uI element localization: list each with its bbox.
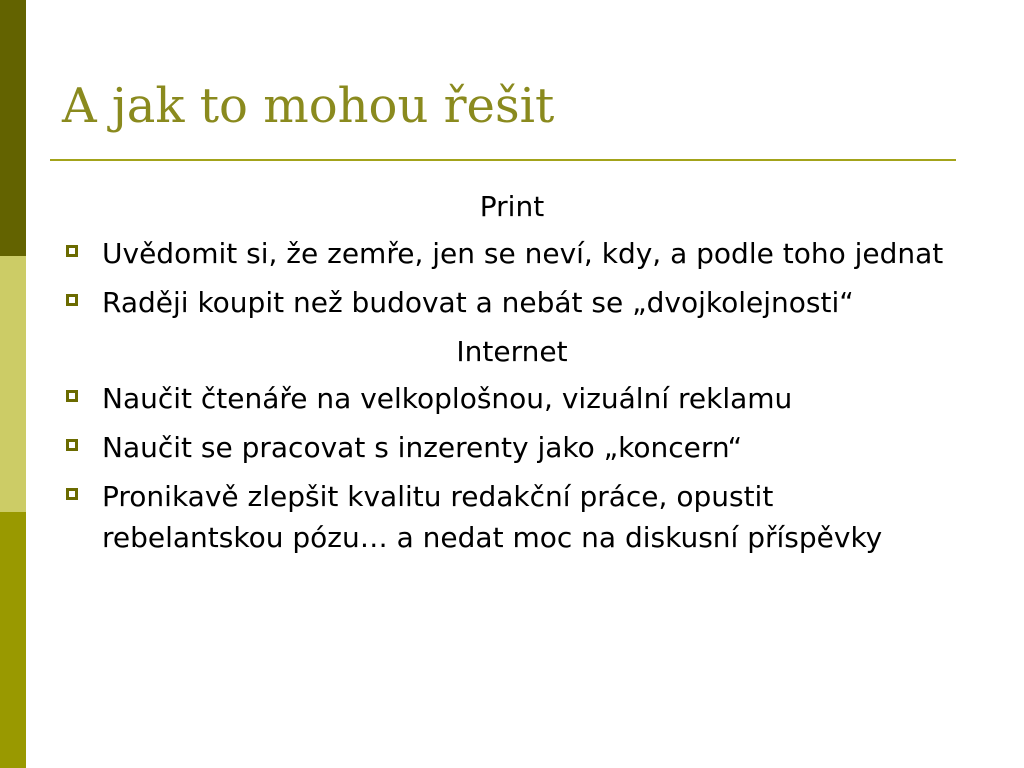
section-internet bbox=[62, 331, 962, 558]
bullet-item bbox=[62, 282, 962, 323]
bullet-item bbox=[62, 378, 962, 419]
section-heading: Print bbox=[479, 190, 545, 223]
square-bullet-icon bbox=[66, 294, 78, 306]
bullet-item bbox=[62, 233, 962, 274]
bullet-text: Raději koupit než budovat a nebát se „dvojkolejnosti“ bbox=[102, 286, 854, 319]
bullet-text: Naučit se pracovat s inzerenty jako „koncern“ bbox=[102, 431, 743, 464]
bullet-item bbox=[62, 476, 962, 558]
bullet-item bbox=[62, 427, 962, 468]
slide-body bbox=[62, 186, 962, 566]
square-bullet-icon bbox=[66, 245, 78, 257]
title-underline bbox=[50, 159, 956, 161]
section-print bbox=[62, 186, 962, 323]
bullet-text: Naučit čtenáře na velkoplošnou, vizuální reklamu bbox=[102, 382, 793, 415]
square-bullet-icon bbox=[66, 439, 78, 451]
side-accent-bar bbox=[0, 0, 26, 768]
side-bar-middle-segment bbox=[0, 256, 26, 512]
slide-title: A jak to mohou řešit bbox=[62, 78, 555, 134]
side-bar-bottom-segment bbox=[0, 512, 26, 768]
side-bar-top-segment bbox=[0, 0, 26, 256]
section-heading: Internet bbox=[456, 335, 568, 368]
square-bullet-icon bbox=[66, 390, 78, 402]
square-bullet-icon bbox=[66, 488, 78, 500]
bullet-text: Uvědomit si, že zemře, jen se neví, kdy, a podle toho jednat bbox=[102, 237, 944, 270]
bullet-text: Pronikavě zlepšit kvalitu redakční práce, opustit rebelantskou pózu… a nedat moc na diskusní příspěvky bbox=[102, 480, 883, 554]
